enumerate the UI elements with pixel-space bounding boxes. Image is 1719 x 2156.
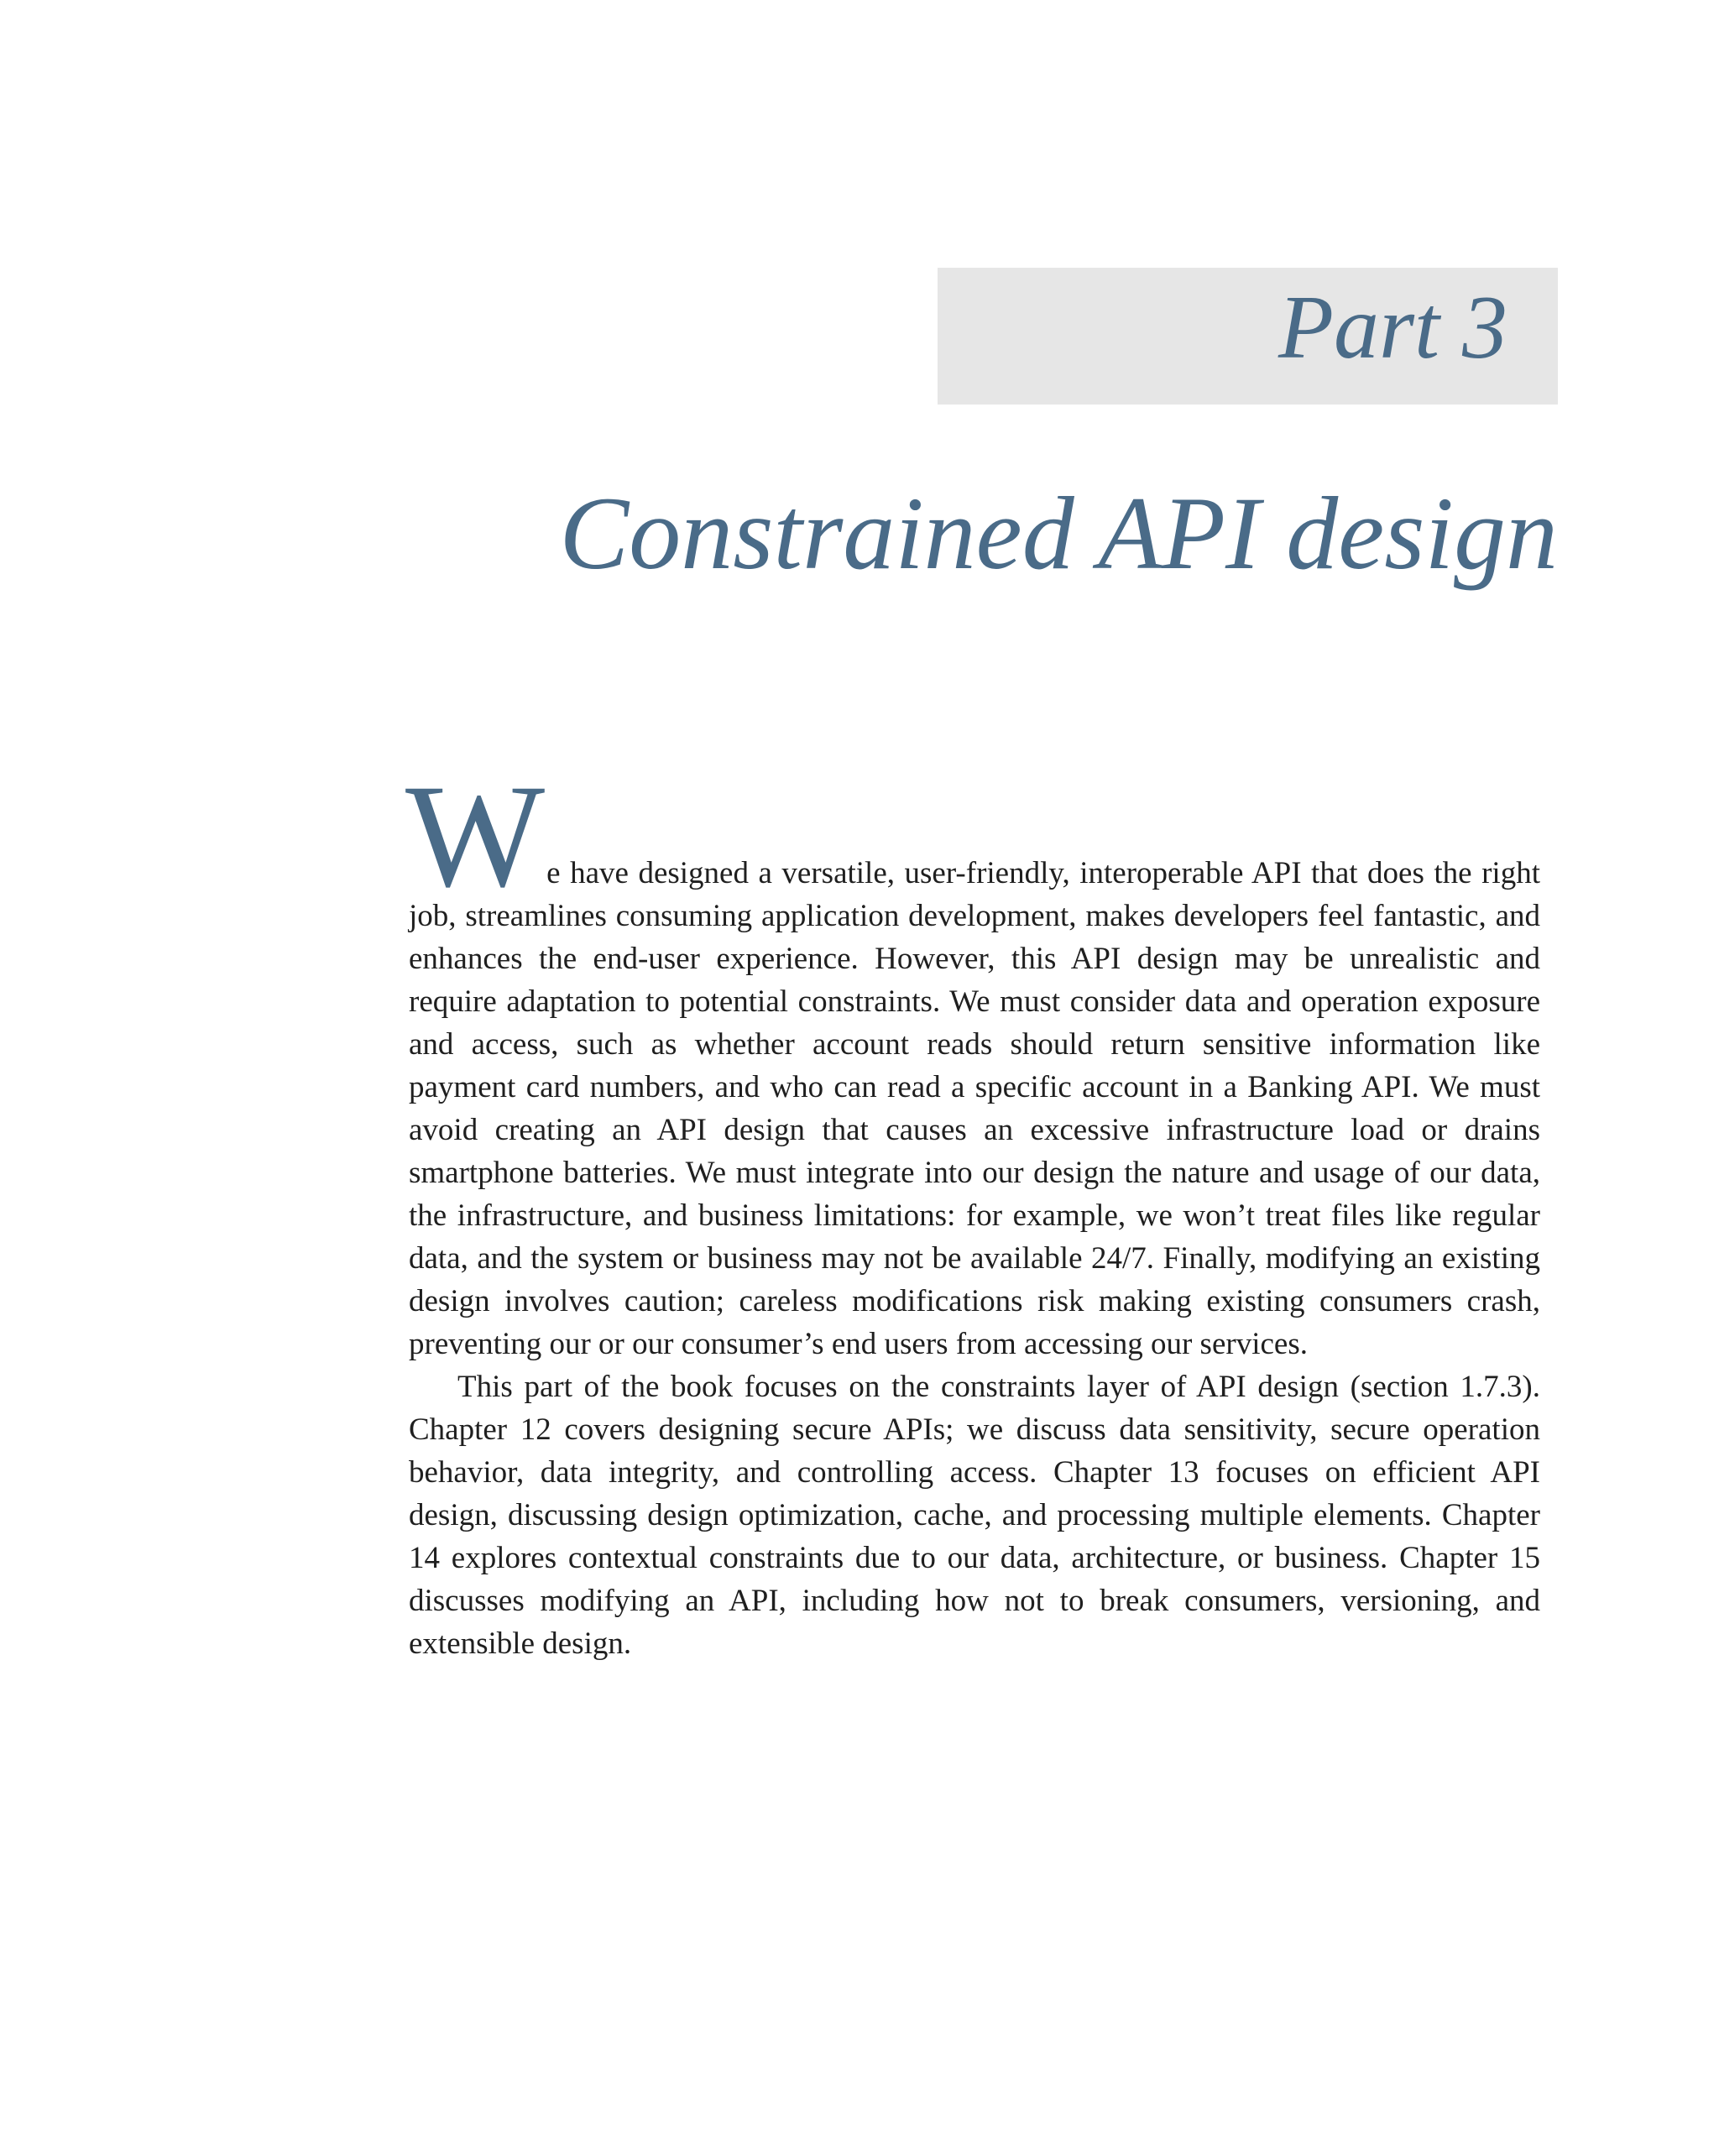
intro-paragraph-2: This part of the book focuses on the constraints layer of API design (section 1.7.3). Chapter 12 covers designing secure APIs; we discuss data sensitivity, secure operation behavior, data integrity, and controlling access. Chapter 13 focuses on efficient API design, discussing design optimization, cache, and processing multiple elements. Chapter 14 explores contextual constraints due to our data, architecture, or business. Chapter 15 discusses modifying an API, including how not to break consumers, versioning, and extensible design. xyxy=(409,1370,1540,1661)
part-number: Part 3 xyxy=(1277,278,1507,378)
intro-paragraph-1 xyxy=(405,754,1540,1365)
drop-cap: W xyxy=(405,754,546,918)
part-banner xyxy=(938,268,1558,405)
part-introduction xyxy=(405,754,1540,1665)
intro-paragraph-1-text: e have designed a versatile, user-friendly, interoperable API that does the right job, streamlines consuming application development, makes developers feel fantastic, and enhances the end-user experience. However, this API design may be unrealistic and require adaptation to potential constraints. We must consider data and operation exposure and access, such as whether account reads should return sensitive information like payment card numbers, and who can read a specific account in a Banking API. We must avoid creating an API design that causes an excessive infrastructure load or drains smartphone batteries. We must integrate into our design the nature and usage of our data, the infrastructure, and business limitations: for example, we won’t treat files like regular data, and the system or business may not be available 24/7. Finally, modifying an existing design involves caution; careless modifications risk making existing consumers crash, preventing our or our consumer’s end users from accessing our services. xyxy=(409,856,1540,1361)
drop-cap-spacer xyxy=(409,776,1540,852)
part-title: Constrained API design xyxy=(559,476,1558,591)
